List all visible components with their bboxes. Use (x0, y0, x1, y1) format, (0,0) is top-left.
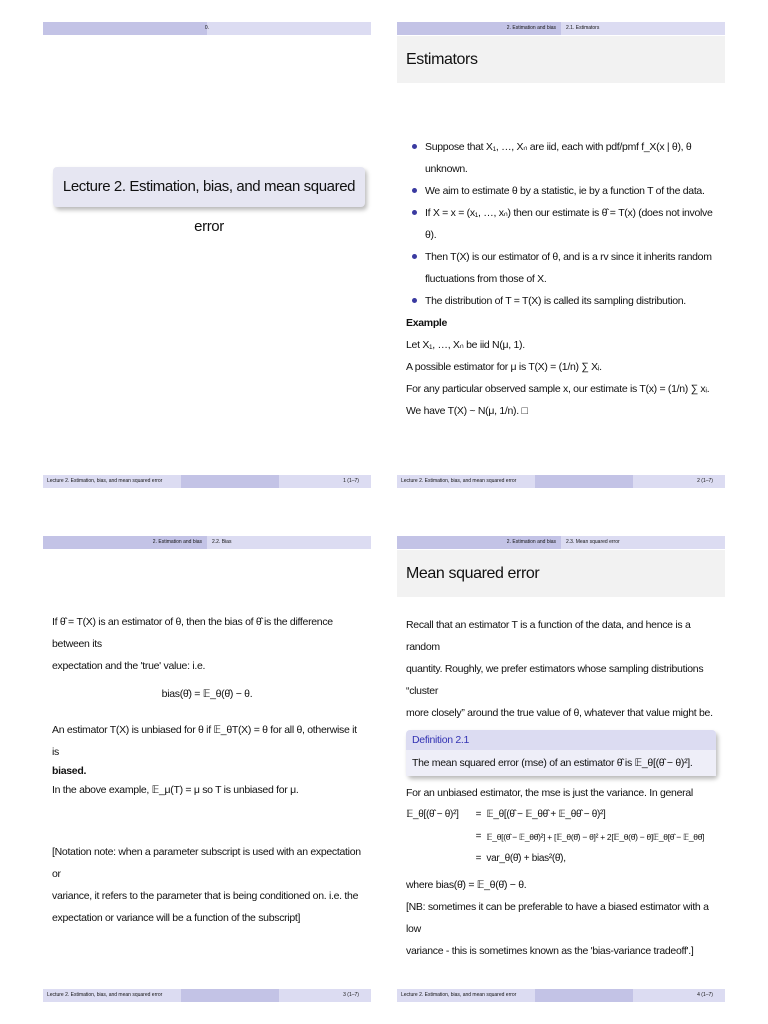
definition-block (406, 730, 716, 776)
slide-body (52, 611, 362, 929)
footer-title: Lecture 2. Estimation, bias, and mean squared error (43, 475, 181, 488)
header-subsection: 2.2. Bias (207, 536, 371, 549)
slide-2 (397, 22, 725, 488)
eq-rhs: 𝔼_θ[(θ̂ − 𝔼_θθ̂ + 𝔼_θθ̂ − θ)²] (486, 809, 606, 820)
text-line: expectation and the 'true' value: i.e. (52, 660, 206, 672)
definition-heading: Definition 2.1 (406, 730, 716, 750)
note-line: variance, it refers to the parameter that is being conditioned on. i.e. the (52, 890, 359, 902)
note-line: expectation or variance will be a function of the subscript] (52, 912, 301, 924)
example-line: Let X₁, …, Xₙ be iid N(μ, 1). (406, 339, 525, 351)
example-heading: Example (406, 317, 448, 329)
slide-1 (43, 22, 371, 488)
eq-sign: = (475, 853, 482, 864)
slide-title: Mean squared error (397, 550, 725, 597)
header-section: 2. Estimation and bias (397, 22, 561, 35)
example-line: We have T(X) ~ N(μ, 1/n). □ (406, 405, 528, 417)
text-line: where bias(θ̂) = 𝔼_θ(θ̂) − θ. (406, 879, 527, 891)
footer-title: Lecture 2. Estimation, bias, and mean squared error (397, 475, 535, 488)
eq-rhs: var_θ(θ̂) + bias²(θ̂), (486, 853, 566, 864)
note-line: [Notation note: when a parameter subscript is used with an expectation or (52, 846, 361, 880)
slide-header (43, 536, 371, 549)
nb-line: [NB: sometimes it can be preferable to have a biased estimator with a low (406, 901, 709, 935)
bullet-continuation: fluctuations from those of X. (425, 273, 547, 285)
bias-formula: bias(θ̂) = 𝔼_θ(θ̂) − θ. (161, 688, 253, 700)
eq-lhs (406, 826, 470, 848)
definition-body: The mean squared error (mse) of an estimator θ̂ is 𝔼_θ[(θ̂ − θ)²]. (406, 750, 716, 776)
nb-line: variance - this is sometimes known as the 'bias-variance tradeoff'.] (406, 945, 694, 957)
eq-sign: = (475, 809, 482, 820)
footer-page: 1 (1–7) (279, 475, 371, 488)
footer-page: 3 (1–7) (279, 989, 371, 1002)
header-section: 2. Estimation and bias (397, 536, 561, 549)
header-section: 2. Estimation and bias (43, 536, 207, 549)
slide-3 (43, 536, 371, 1002)
header-subsection: 2.1. Estimators (561, 22, 725, 35)
header-section: 0. (43, 22, 371, 35)
note (52, 841, 362, 929)
eq-lhs: 𝔼_θ[(θ̂ − θ)²] (406, 809, 459, 820)
bullet: We aim to estimate θ by a statistic, ie by a function T of the data. (406, 180, 716, 202)
text-line: An estimator T(X) is unbiased for θ if 𝔼_θT(X) = θ for all θ, otherwise it is (52, 724, 357, 758)
text-line: Recall that an estimator T is a function of the data, and hence is a random (406, 619, 691, 653)
eq-sign: = (475, 831, 482, 842)
slide-header (397, 22, 725, 35)
mse-derivation (406, 804, 716, 870)
slide-footer (397, 989, 725, 1002)
footer-title: Lecture 2. Estimation, bias, and mean squared error (43, 989, 181, 1002)
bullet: Then T(X) is our estimator of θ, and is a rv since it inherits random (406, 246, 716, 268)
text-line: biased. (52, 765, 87, 777)
slide-footer (43, 989, 371, 1002)
slide-header (43, 22, 371, 35)
slide-body (406, 614, 716, 962)
text-line: quantity. Roughly, we prefer estimators whose sampling distributions “cluster (406, 663, 704, 697)
bullet: If X = x = (x₁, …, xₙ) then our estimate is θ̂ = T(x) (does not involve θ). (406, 202, 716, 246)
footer-page: 2 (1–7) (633, 475, 725, 488)
lecture-title: Lecture 2. Estimation, bias, and mean squared error (53, 167, 365, 207)
slide-4 (397, 536, 725, 1002)
bullet: Suppose that X₁, …, Xₙ are iid, each with pdf/pmf f_X(x | θ), θ unknown. (406, 136, 716, 180)
eq-rhs: 𝔼_θ[(θ̂ − 𝔼_θθ̂)²] + [𝔼_θ(θ̂) − θ]² + 2[𝔼_θ(θ̂) − θ]𝔼_θ[θ̂ − 𝔼_θθ̂] (486, 832, 705, 842)
text-line: If θ̂ = T(X) is an estimator of θ, then the bias of θ̂ is the difference between its (52, 616, 333, 650)
example-line: A possible estimator for μ is T(X) = (1/n) ∑ Xᵢ. (406, 361, 602, 373)
slide-footer (43, 475, 371, 488)
text-line: more closely” around the true value of θ, whatever that value might be. (406, 707, 713, 719)
slide-footer (397, 475, 725, 488)
bullet: The distribution of T = T(X) is called its sampling distribution. (406, 290, 716, 312)
text-line: In the above example, 𝔼_μ(T) = μ so T is unbiased for μ. (52, 784, 299, 796)
slide-body (406, 136, 716, 422)
slide-header (397, 536, 725, 549)
slide-title: Estimators (397, 36, 725, 83)
footer-page: 4 (1–7) (633, 989, 725, 1002)
footer-title: Lecture 2. Estimation, bias, and mean squared error (397, 989, 535, 1002)
eq-lhs (406, 848, 470, 870)
text-line: For an unbiased estimator, the mse is just the variance. In general (406, 787, 693, 799)
header-subsection: 2.3. Mean squared error (561, 536, 725, 549)
example-line: For any particular observed sample x, our estimate is T(x) = (1/n) ∑ xᵢ. (406, 383, 710, 395)
